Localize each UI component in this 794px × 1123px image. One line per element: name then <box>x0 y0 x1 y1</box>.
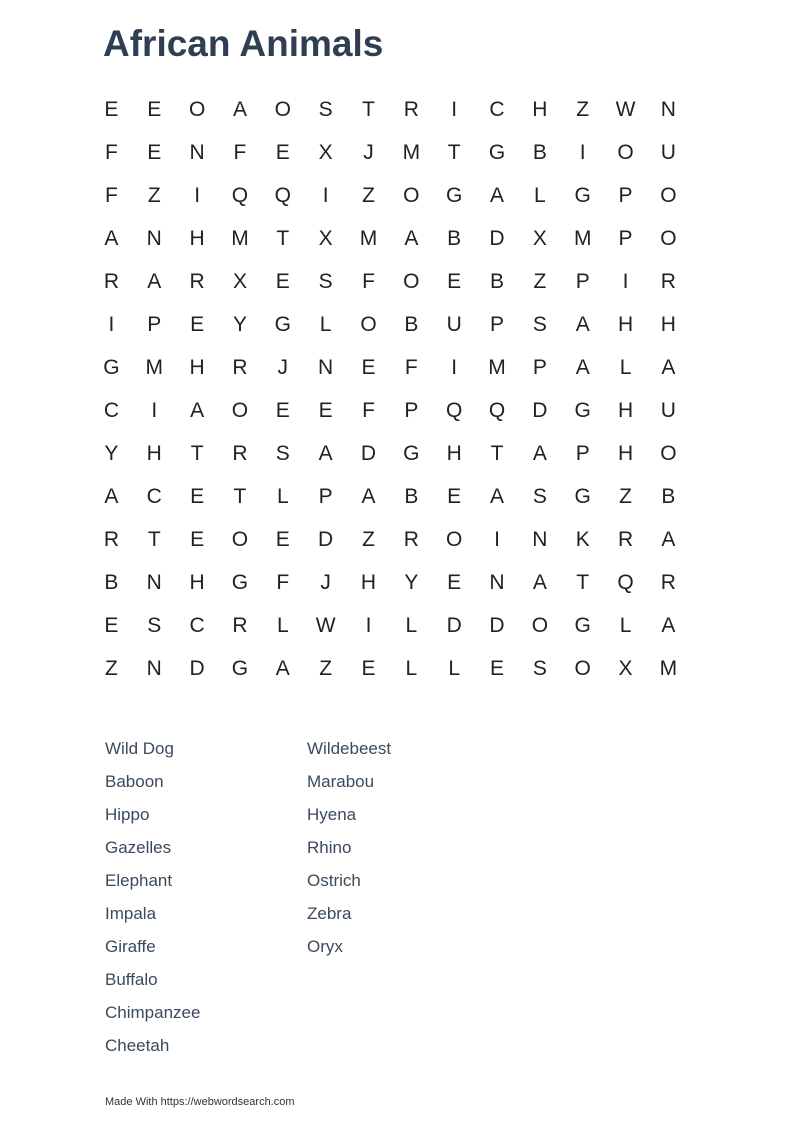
grid-cell: M <box>488 355 506 379</box>
word-list-item: Wildebeest <box>307 739 392 758</box>
grid-cell: T <box>447 140 461 164</box>
grid-cell: H <box>189 570 205 594</box>
word-list-item: Buffalo <box>105 970 158 989</box>
grid-cell: M <box>402 140 421 164</box>
grid-cell: E <box>147 97 162 121</box>
grid-cell: C <box>146 484 162 508</box>
grid-cell: H <box>617 398 634 422</box>
grid-cell: N <box>146 570 162 594</box>
grid-cell: A <box>661 355 676 379</box>
grid-cell: A <box>361 484 376 508</box>
grid-cell: N <box>146 226 162 250</box>
grid-cell: S <box>532 312 547 336</box>
grid-cell: O <box>231 527 249 551</box>
grid-cell: P <box>404 398 419 422</box>
grid-cell: P <box>147 312 162 336</box>
grid-cell: R <box>403 527 419 551</box>
grid-cell: L <box>619 355 632 379</box>
grid-cell: D <box>532 398 548 422</box>
grid-cell: O <box>660 183 677 207</box>
grid-cell: G <box>574 183 591 207</box>
grid-cell: Q <box>446 398 463 422</box>
grid-cell: I <box>151 398 158 422</box>
grid-cell: Z <box>147 183 161 207</box>
grid-cell: D <box>189 656 205 680</box>
grid-cell: T <box>362 97 375 121</box>
grid-cell: R <box>232 355 248 379</box>
word-list-item: Zebra <box>307 904 352 923</box>
word-list <box>105 736 507 1066</box>
grid-cell: L <box>276 613 289 637</box>
grid-cell: P <box>618 226 633 250</box>
grid-cell: H <box>189 226 205 250</box>
page-title: African Animals <box>103 23 384 64</box>
grid-cell: G <box>488 140 506 164</box>
grid-cell: B <box>661 484 676 508</box>
grid-cell: S <box>318 97 333 121</box>
grid-cell: A <box>104 484 119 508</box>
grid-cell: A <box>147 269 162 293</box>
grid-cell: Y <box>404 570 419 594</box>
grid-cell: X <box>232 269 247 293</box>
grid-cell: S <box>275 441 290 465</box>
grid-cell: N <box>318 355 334 379</box>
word-list-item: Giraffe <box>105 937 156 956</box>
grid-cell: F <box>362 398 375 422</box>
grid-cell: D <box>446 613 462 637</box>
grid-cell: A <box>104 226 119 250</box>
word-list-item: Oryx <box>307 937 343 956</box>
grid-cell: P <box>532 355 547 379</box>
grid-cell: B <box>404 312 419 336</box>
grid-cell: A <box>318 441 333 465</box>
grid-cell: L <box>319 312 332 336</box>
grid-cell: W <box>615 97 636 121</box>
grid-cell: A <box>404 226 419 250</box>
grid-cell: T <box>147 527 161 551</box>
grid-cell: G <box>103 355 120 379</box>
grid-cell: O <box>188 97 206 121</box>
grid-cell: I <box>622 269 629 293</box>
grid-cell: Q <box>231 183 249 207</box>
grid-cell: E <box>147 140 162 164</box>
word-list-item: Elephant <box>105 871 173 890</box>
grid-cell: J <box>363 140 374 164</box>
grid-cell: X <box>318 226 333 250</box>
grid-cell: N <box>189 140 205 164</box>
grid-cell: Z <box>533 269 547 293</box>
grid-cell: F <box>276 570 290 594</box>
grid-cell: S <box>318 269 333 293</box>
grid-cell: E <box>447 484 462 508</box>
grid-cell: I <box>108 312 115 336</box>
word-list-item: Chimpanzee <box>105 1003 201 1022</box>
grid-cell: Y <box>232 312 247 336</box>
grid-cell: R <box>232 613 248 637</box>
grid-cell: R <box>103 527 119 551</box>
grid-cell: E <box>190 527 205 551</box>
grid-cell: F <box>362 269 375 293</box>
grid-cell: O <box>274 97 291 121</box>
grid-cell: H <box>617 312 634 336</box>
grid-cell: H <box>446 441 462 465</box>
grid-cell: A <box>190 398 205 422</box>
grid-cell: F <box>105 183 118 207</box>
grid-cell: U <box>446 312 462 336</box>
grid-cell: A <box>490 183 505 207</box>
grid-cell: G <box>403 441 420 465</box>
grid-cell: B <box>532 140 547 164</box>
grid-cell: H <box>189 355 205 379</box>
grid-cell: C <box>489 97 505 121</box>
grid-cell: Z <box>319 656 333 680</box>
grid-cell: B <box>447 226 462 250</box>
grid-cell: K <box>575 527 590 551</box>
word-list-item: Ostrich <box>307 871 361 890</box>
grid-cell: A <box>661 613 676 637</box>
grid-cell: B <box>104 570 119 594</box>
grid-cell: D <box>318 527 334 551</box>
grid-cell: E <box>190 312 205 336</box>
grid-cell: Q <box>617 570 634 594</box>
grid-cell: A <box>532 441 547 465</box>
grid-cell: T <box>233 484 247 508</box>
word-list-column-1 <box>105 736 307 1066</box>
grid-cell: E <box>275 140 290 164</box>
grid-cell: I <box>451 355 458 379</box>
grid-cell: O <box>360 312 377 336</box>
grid-cell: T <box>576 570 590 594</box>
word-list-item: Baboon <box>105 772 164 791</box>
grid-cell: H <box>532 97 548 121</box>
grid-cell: M <box>145 355 164 379</box>
grid-cell: G <box>574 398 591 422</box>
grid-cell: Z <box>105 656 118 680</box>
grid-cell: C <box>189 613 205 637</box>
grid-cell: U <box>660 398 676 422</box>
grid-cell: R <box>403 97 419 121</box>
grid-cell: P <box>618 183 633 207</box>
word-list-item: Impala <box>105 904 157 923</box>
grid-cell: A <box>661 527 676 551</box>
grid-cell: G <box>446 183 463 207</box>
grid-cell: S <box>532 656 547 680</box>
grid-cell: P <box>318 484 333 508</box>
grid-cell: O <box>231 398 249 422</box>
grid-cell: I <box>322 183 329 207</box>
grid-cell: E <box>318 398 333 422</box>
grid-cell: E <box>104 97 119 121</box>
grid-cell: I <box>451 97 458 121</box>
grid-cell: L <box>405 656 418 680</box>
grid-cell: R <box>103 269 119 293</box>
word-list-item: Rhino <box>307 838 352 857</box>
grid-cell: Z <box>619 484 632 508</box>
grid-cell: R <box>617 527 634 551</box>
grid-cell: E <box>361 355 376 379</box>
grid-cell: A <box>532 570 547 594</box>
grid-cell: E <box>275 527 290 551</box>
grid-cell: G <box>231 656 249 680</box>
grid-cell: E <box>490 656 505 680</box>
word-list-item: Wild Dog <box>105 739 174 758</box>
grid-cell: F <box>233 140 247 164</box>
grid-cell: E <box>104 613 119 637</box>
grid-cell: B <box>490 269 505 293</box>
grid-cell: I <box>494 527 500 551</box>
grid-cell: F <box>404 355 418 379</box>
grid-cell: G <box>574 613 591 637</box>
grid-cell: E <box>447 570 462 594</box>
grid-cell: L <box>276 484 289 508</box>
grid-cell: P <box>490 312 505 336</box>
grid-cell: I <box>579 140 586 164</box>
grid-cell: R <box>660 570 676 594</box>
grid-cell: N <box>532 527 548 551</box>
grid-cell: L <box>534 183 546 207</box>
grid-cell: G <box>574 484 591 508</box>
footer-credit: Made With https://webwordsearch.com <box>105 1096 295 1108</box>
grid-cell: S <box>532 484 547 508</box>
grid-cell: L <box>405 613 418 637</box>
grid-cell: T <box>190 441 204 465</box>
grid-cell: L <box>619 613 632 637</box>
grid-cell: M <box>659 656 678 680</box>
grid-cell: P <box>575 441 590 465</box>
grid-cell: O <box>660 441 677 465</box>
grid-cell: E <box>361 656 376 680</box>
grid-cell: E <box>275 269 290 293</box>
word-list-column-2 <box>307 736 507 1066</box>
grid-cell: A <box>275 656 290 680</box>
grid-cell: L <box>448 656 461 680</box>
grid-cell: I <box>194 183 201 207</box>
grid-cell: D <box>489 226 505 250</box>
grid-cell: X <box>318 140 333 164</box>
grid-cell: E <box>275 398 290 422</box>
grid-cell: M <box>359 226 378 250</box>
grid-cell: H <box>617 441 634 465</box>
word-list-item: Hyena <box>307 805 357 824</box>
grid-cell: E <box>447 269 462 293</box>
grid-cell: H <box>146 441 162 465</box>
grid-cell: G <box>274 312 291 336</box>
grid-cell: O <box>446 527 463 551</box>
grid-cell: X <box>532 226 547 250</box>
grid-cell: X <box>618 656 633 680</box>
grid-cell: C <box>103 398 119 422</box>
grid-cell: O <box>531 613 549 637</box>
grid-cell: G <box>231 570 249 594</box>
grid-cell: I <box>365 613 372 637</box>
grid-cell: F <box>105 140 118 164</box>
grid-cell: A <box>232 97 247 121</box>
grid-cell: Z <box>362 527 375 551</box>
grid-cell: D <box>489 613 505 637</box>
grid-cell: E <box>190 484 205 508</box>
word-list-item: Cheetah <box>105 1036 170 1055</box>
grid-cell: N <box>489 570 505 594</box>
grid-cell: O <box>574 656 591 680</box>
grid-cell: R <box>189 269 205 293</box>
grid-cell: O <box>403 183 420 207</box>
grid-cell: N <box>660 97 676 121</box>
word-list-item: Marabou <box>307 772 375 791</box>
grid-cell: Y <box>104 441 119 465</box>
grid-cell: U <box>660 140 676 164</box>
letter-grid <box>90 88 690 690</box>
grid-cell: H <box>660 312 676 336</box>
grid-cell: J <box>277 355 289 379</box>
grid-cell: O <box>617 140 634 164</box>
grid-cell: M <box>231 226 249 250</box>
grid-cell: B <box>404 484 419 508</box>
grid-cell: S <box>147 613 162 637</box>
grid-cell: J <box>320 570 331 594</box>
grid-cell: A <box>575 355 590 379</box>
grid-cell: W <box>315 613 336 637</box>
grid-cell: N <box>146 656 162 680</box>
grid-cell: Z <box>362 183 375 207</box>
grid-cell: M <box>573 226 592 250</box>
grid-cell: A <box>575 312 590 336</box>
grid-cell: Q <box>488 398 506 422</box>
grid-cell: P <box>575 269 590 293</box>
word-list-item: Gazelles <box>105 838 172 857</box>
word-list-item: Hippo <box>105 805 150 824</box>
grid-cell: R <box>660 269 676 293</box>
grid-cell: O <box>660 226 677 250</box>
grid-cell: O <box>403 269 420 293</box>
grid-cell: D <box>360 441 377 465</box>
grid-cell: A <box>490 484 505 508</box>
grid-cell: R <box>232 441 248 465</box>
grid-cell: Z <box>576 97 590 121</box>
grid-cell: H <box>360 570 377 594</box>
grid-cell: T <box>276 226 290 250</box>
grid-cell: Q <box>274 183 291 207</box>
grid-cell: T <box>490 441 504 465</box>
